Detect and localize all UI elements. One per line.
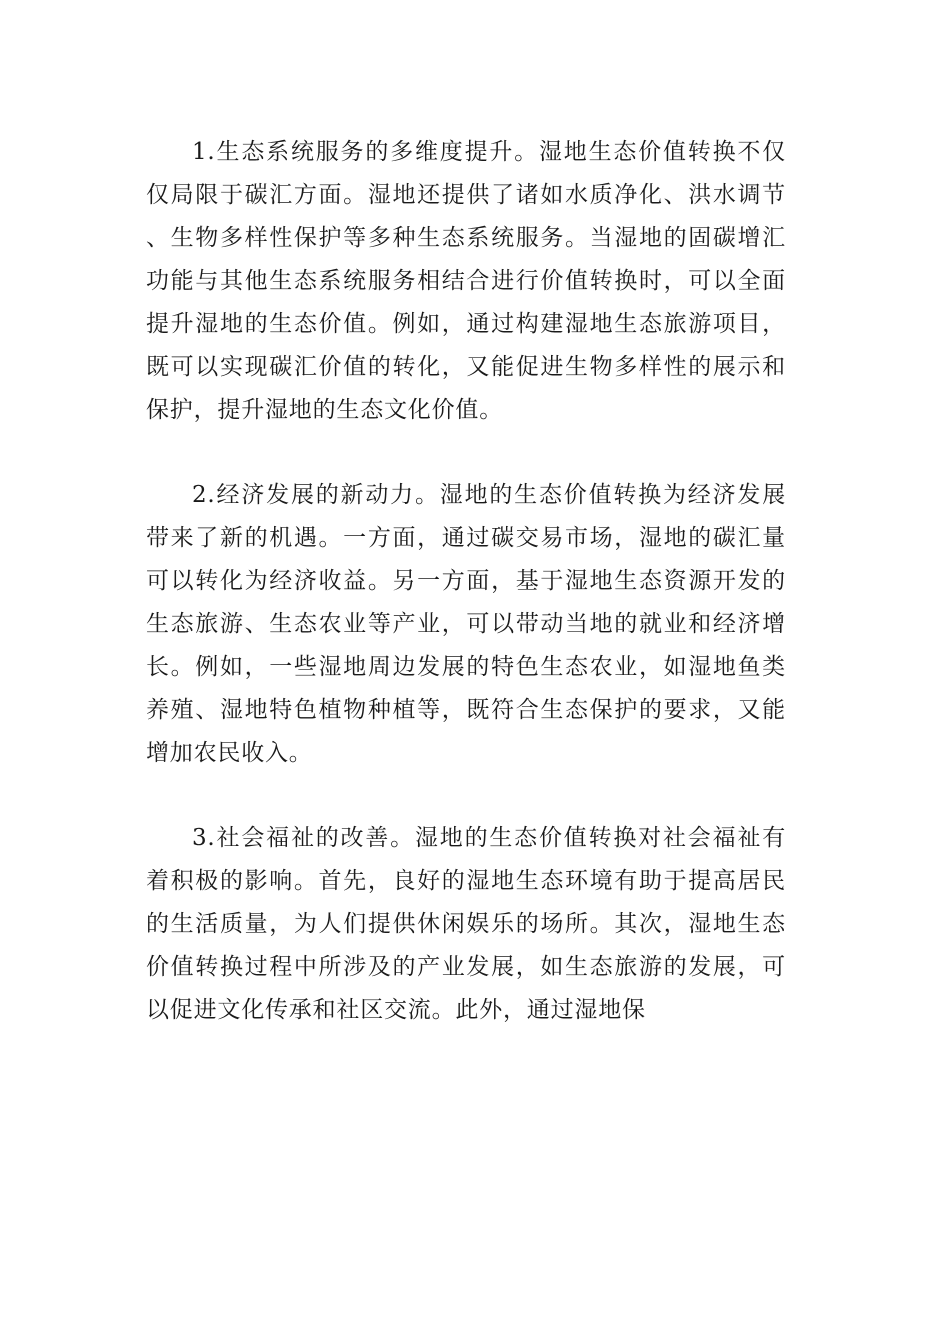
paragraph-spacer xyxy=(146,432,786,474)
document-body xyxy=(146,131,786,1032)
paragraph-spacer xyxy=(146,775,786,817)
paragraph-economic-development: 2.经济发展的新动力。湿地的生态价值转换为经济发展带来了新的机遇。一方面，通过碳交易市场，湿地的碳汇量可以转化为经济收益。另一方面，基于湿地生态资源开发的生态旅游、生态农业等产业，可以带动当地的就业和经济增长。例如，一些湿地周边发展的特色生态农业，如湿地鱼类养殖、湿地特色植物种植等，既符合生态保护的要求，又能增加农民收入。 xyxy=(146,482,786,766)
paragraph-social-welfare: 3.社会福祉的改善。湿地的生态价值转换对社会福祉有着积极的影响。首先，良好的湿地生态环境有助于提高居民的生活质量，为人们提供休闲娱乐的场所。其次，湿地生态价值转换过程中所涉及的产业发展，如生态旅游的发展，可以促进文化传承和社区交流。此外，通过湿地保 xyxy=(146,825,786,1023)
paragraph-ecosystem-services: 1.生态系统服务的多维度提升。湿地生态价值转换不仅仅局限于碳汇方面。湿地还提供了诸如水质净化、洪水调节、生物多样性保护等多种生态系统服务。当湿地的固碳增汇功能与其他生态系统服务相结合进行价值转换时，可以全面提升湿地的生态价值。例如，通过构建湿地生态旅游项目，既可以实现碳汇价值的转化，又能促进生物多样性的展示和保护，提升湿地的生态文化价值。 xyxy=(146,139,786,423)
